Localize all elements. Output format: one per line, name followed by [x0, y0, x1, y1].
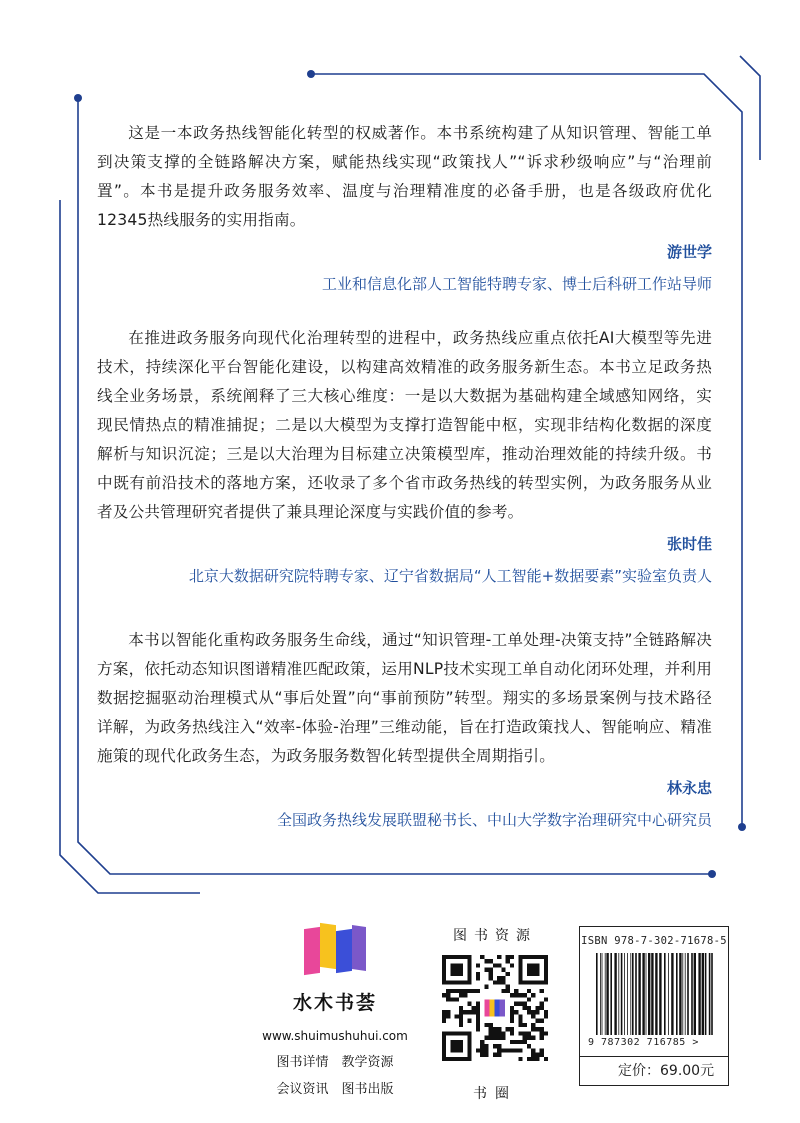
qr-code-icon: [442, 955, 548, 1061]
review-1: [97, 119, 712, 295]
reviewer-name: 张时佳: [666, 535, 712, 553]
qr-caption: 图书资源: [453, 928, 537, 944]
isbn-barcode-box: [579, 926, 729, 1086]
isbn-header: ISBN 978-7-302-71678-5: [581, 935, 727, 947]
price-label: 定价：69.00元: [580, 1056, 728, 1085]
publisher-block: [250, 922, 420, 1097]
qr-footer: 书圈: [473, 1086, 517, 1102]
review-2: [97, 324, 712, 587]
isbn-digits: 9 787302 716785 >: [588, 1037, 699, 1048]
qr-block: [432, 925, 558, 1103]
review-text: 这是一本政务热线智能化转型的权威著作。本书系统构建了从知识管理、智能工单到决策支撑的全链路解决方案，赋能热线实现“政策找人”“诉求秒级响应”与“治理前置”。本书是提升政务服务效率、温度与治理精准度的必备手册，也是各级政府优化12345热线服务的实用指南。: [97, 124, 712, 229]
publisher-logo-icon: [300, 922, 370, 976]
reviewer-name: 游世学: [666, 243, 712, 261]
review-text: 在推进政务服务向现代化治理转型的进程中，政务热线应重点依托AI大模型等先进技术，持续深化平台智能化建设，以构建高效精准的政务服务新生态。本书立足政务热线全业务场景，系统阐释了三大核心维度：一是以大数据为基础构建全域感知网络，实现民情热点的精准捕捉；二是以大模型为支撑打造智能中枢，实现非结构化数据的深度解析与知识沉淀；三是以大治理为目标建立决策模型库，推动治理效能的持续升级。书中既有前沿技术的落地方案，还收录了多个省市政务热线的转型实例，为政务服务从业者及公共管理研究者提供了兼具理论深度与实践价值的参考。: [97, 329, 712, 521]
review-text: 本书以智能化重构政务服务生命线，通过“知识管理-工单处理-决策支持”全链路解决方案，依托动态知识图谱精准匹配政策，运用NLP技术实现工单自动化闭环处理，并利用数据挖掘驱动治理模式从“事后处置”向“事前预防”转型。翔实的多场景案例与技术路径详解，为政务热线注入“效率-体验-治理”三维动能，旨在打造政策找人、智能响应、精准施策的现代化政务生态，为政务服务数智化转型提供全周期指引。: [97, 631, 712, 765]
publisher-services-2: 会议资讯 图书出版: [276, 1082, 394, 1097]
publisher-services-1: 图书详情 教学资源: [276, 1055, 394, 1070]
barcode-icon: [594, 953, 718, 1035]
reviewer-name: 林永忠: [666, 779, 712, 797]
publisher-website: www.shuimushuhui.com: [262, 1029, 408, 1043]
reviewer-title: 北京大数据研究院特聘专家、辽宁省数据局“人工智能+数据要素”实验室负责人: [188, 567, 712, 585]
review-3: [97, 626, 712, 831]
reviewer-title: 工业和信息化部人工智能特聘专家、博士后科研工作站导师: [321, 275, 712, 293]
publisher-name: 水木书荟: [292, 992, 377, 1014]
reviewer-title: 全国政务热线发展联盟秘书长、中山大学数字治理研究中心研究员: [276, 811, 712, 829]
